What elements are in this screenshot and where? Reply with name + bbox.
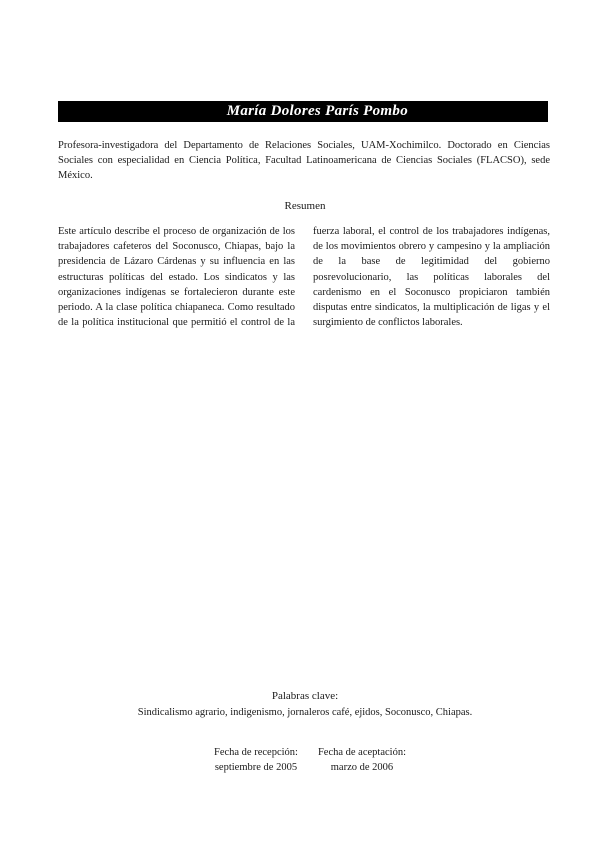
keywords-heading: Palabras clave: [271, 690, 339, 702]
author-affiliation: Profesora-investigadora del Departamento de Relaciones Sociales, UAM-Xochimilco. Doctorado en Ciencias Sociales con especialidad en Ciencia Política, Facultad Latinoamericana de Ciencias Sociales (FLACSO), sede México. [58, 140, 550, 181]
accepted-date [318, 745, 406, 775]
abstract-heading: Resumen [284, 200, 326, 212]
accepted-value: marzo de 2006 [330, 762, 394, 773]
author-band [58, 101, 548, 122]
dates-block [150, 745, 470, 775]
abstract-body: Este artículo describe el proceso de organización de los trabajadores cafeteros del Soconusco, Chiapas, bajo la presidencia de Lázaro Cárdenas y su influencia en las estructuras políticas del estado. Los sindicatos y las organizaciones indígenas se fortalecieron durante este periodo. A la clase política chiapaneca. Como resultado de la política institucional que permitió el control de la fuerza laboral, el control de los trabajadores indígenas, de los movimientos obrero y campesino y la ampliación de la base de legitimidad del gobierno posrevolucionario, las políticas laborales del cardenismo en el Soconusco propiciaron también disputas entre sindicatos, la multiplicación de ligas y el surgimiento de conflictos laborales. [58, 226, 550, 329]
received-date [214, 745, 298, 775]
accepted-label: Fecha de aceptación: [317, 747, 406, 758]
received-value: septiembre de 2005 [214, 762, 298, 773]
author-name: María Dolores París Pombo [226, 103, 408, 119]
received-label: Fecha de recepción: [213, 747, 298, 758]
keywords-list: Sindicalismo agrario, indigenismo, jornaleros café, ejidos, Soconusco, Chiapas. [137, 707, 473, 718]
